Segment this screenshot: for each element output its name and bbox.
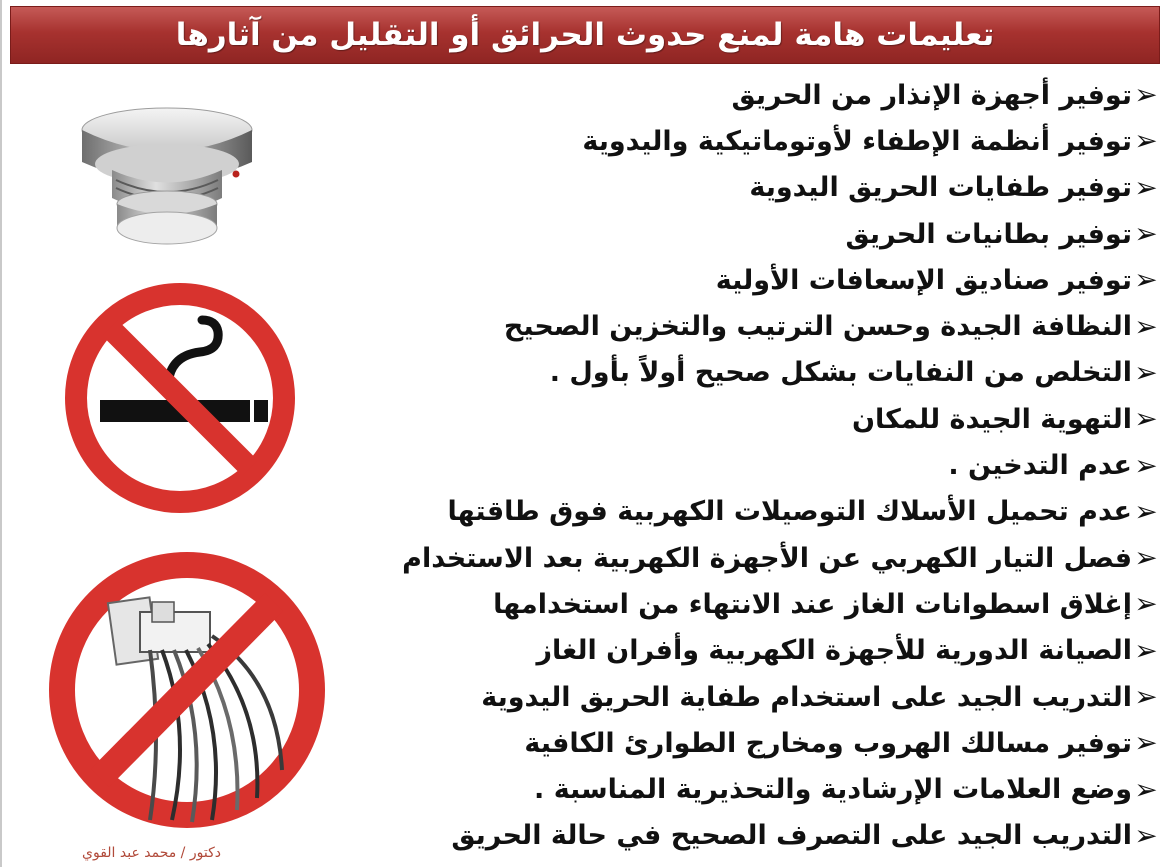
arrow-bullet-icon: ➢ xyxy=(1134,78,1158,112)
arrow-bullet-icon: ➢ xyxy=(1134,541,1158,575)
arrow-bullet-icon: ➢ xyxy=(1134,217,1158,251)
list-item: ➢ إغلاق اسطوانات الغاز عند الانتهاء من استخدامها xyxy=(493,587,1158,621)
list-item: ➢ التخلص من النفايات بشكل صحيح أولاً بأول . xyxy=(549,355,1158,389)
list-item: ➢ عدم تحميل الأسلاك التوصيلات الكهربية فوق طاقتها xyxy=(447,494,1158,528)
list-item: ➢ التدريب الجيد على التصرف الصحيح في حالة الحريق xyxy=(451,818,1158,852)
list-item: ➢ التدريب الجيد على استخدام طفاية الحريق اليدوية xyxy=(481,680,1158,713)
list-item: ➢ توفير بطانيات الحريق xyxy=(845,217,1158,251)
arrow-bullet-icon: ➢ xyxy=(1134,263,1158,297)
arrow-bullet-icon: ➢ xyxy=(1134,587,1158,621)
arrow-bullet-icon: ➢ xyxy=(1134,170,1158,204)
list-item: ➢ توفير صناديق الإسعافات الأولية xyxy=(715,263,1158,297)
arrow-bullet-icon: ➢ xyxy=(1134,355,1158,389)
arrow-bullet-icon: ➢ xyxy=(1134,818,1158,852)
list-item: ➢ النظافة الجيدة وحسن الترتيب والتخزين الصحيح xyxy=(503,309,1158,343)
arrow-bullet-icon: ➢ xyxy=(1134,309,1158,343)
list-item: ➢ فصل التيار الكهربي عن الأجهزة الكهربية بعد الاستخدام xyxy=(402,541,1158,575)
arrow-bullet-icon: ➢ xyxy=(1134,680,1158,713)
list-item: ➢ وضع العلامات الإرشادية والتحذيرية المناسبة . xyxy=(534,772,1158,806)
no-overloaded-socket-icon xyxy=(42,540,332,840)
list-item: ➢ توفير طفايات الحريق اليدوية xyxy=(749,170,1158,204)
arrow-bullet-icon: ➢ xyxy=(1134,448,1158,482)
arrow-bullet-icon: ➢ xyxy=(1134,402,1158,436)
smoke-detector-icon xyxy=(72,100,262,260)
list-item: ➢ توفير مسالك الهروب ومخارج الطوارئ الكافية xyxy=(524,726,1158,760)
list-item: ➢ الصيانة الدورية للأجهزة الكهربية وأفران الغاز xyxy=(536,633,1158,667)
page-title: تعليمات هامة لمنع حدوث الحرائق أو التقليل من آثارها xyxy=(175,17,995,53)
arrow-bullet-icon: ➢ xyxy=(1134,772,1158,806)
list-item: ➢ توفير أنظمة الإطفاء لأوتوماتيكية واليدوية xyxy=(582,124,1158,158)
arrow-bullet-icon: ➢ xyxy=(1134,726,1158,760)
author-credit: دكتور / محمد عبد القوي xyxy=(82,845,221,861)
list-item: ➢ التهوية الجيدة للمكان xyxy=(851,402,1158,436)
arrow-bullet-icon: ➢ xyxy=(1134,633,1158,667)
instructions-list xyxy=(278,72,1158,859)
arrow-bullet-icon: ➢ xyxy=(1134,494,1158,528)
no-smoking-icon xyxy=(60,278,300,518)
list-item: ➢ عدم التدخين . xyxy=(948,448,1158,482)
list-item: ➢ توفير أجهزة الإنذار من الحريق xyxy=(731,78,1158,112)
arrow-bullet-icon: ➢ xyxy=(1134,124,1158,158)
title-banner xyxy=(10,6,1160,64)
